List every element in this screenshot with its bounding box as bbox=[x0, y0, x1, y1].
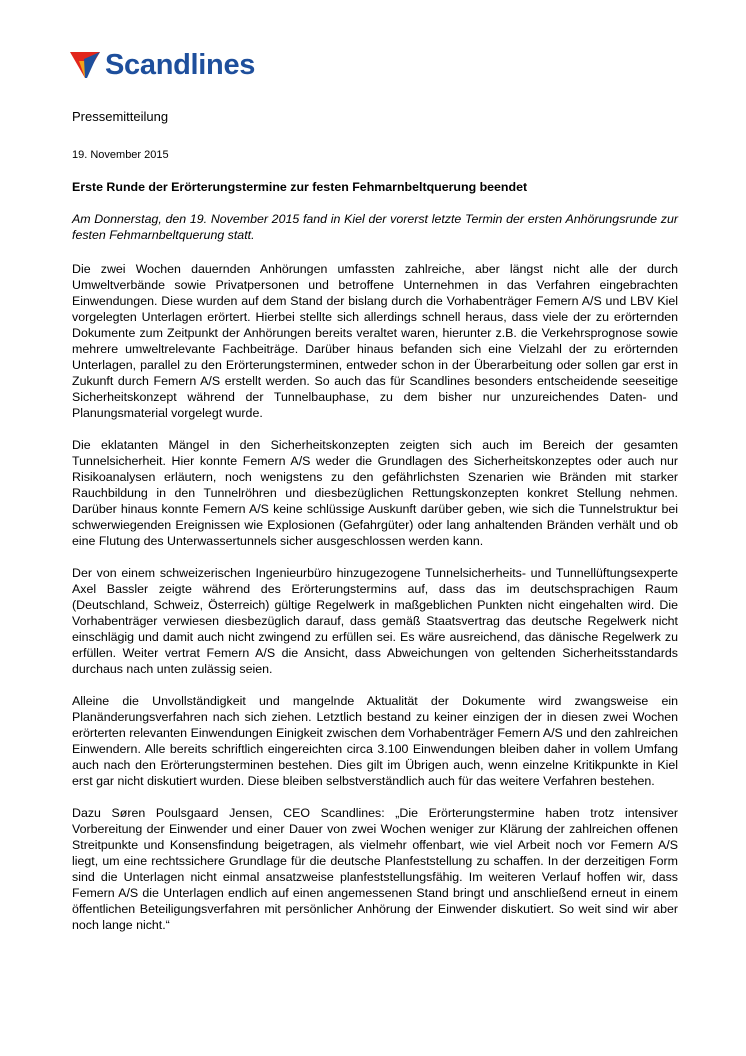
scandlines-v-icon bbox=[70, 50, 100, 80]
scandlines-logo bbox=[70, 48, 255, 82]
body-paragraph: Die zwei Wochen dauernden Anhörungen umfassten zahlreiche, aber längst nicht alle der durch Umweltverbände sowie Privatpersonen und betroffene Unternehmen in das Verfahren eingebrachten Einwendungen. Diese wurden auf dem Stand der bislang durch die Vorhabenträger Femern A/S und LBV Kiel vorgelegten Unterlagen erörtert. Hierbei stellte sich allerdings schnell heraus, dass viele der zu erörternden Dokumente zum Zeitpunkt der Anhörungen bereits veraltet waren, hierunter z.B. die Verkehrsprognose sowie mehrere umweltrelevante Fachbeiträge. Darüber hinaus befanden sich eine Vielzahl der zu erörternden Unterlagen, parallel zu den Erörterungsterminen, entweder schon in der Überarbeitung oder sollen gar erst in Zukunft durch Femern A/S erstellt werden. So auch das für Scandlines besonders entscheidende seeseitige Sicherheitskonzept während der Tunnelbauphase, zu dem bisher nur unzureichendes Daten- und Planungsmaterial vorgelegt wurde. bbox=[72, 262, 678, 420]
body-paragraph: Die eklatanten Mängel in den Sicherheitskonzepten zeigten sich auch im Bereich der gesamten Tunnelsicherheit. Hier konnte Femern A/S weder die Grundlagen des Sicherheitskonzeptes oder auch nur Risikoanalysen erläutern, noch wenigstens zu den gefährlichsten Szenarien wie Bränden mit starker Rauchbildung in den Tunnelröhren und diesbezüglichen Rettungskonzepten konkret Stellung nehmen. Darüber hinaus konnte Femern A/S keine schlüssige Auskunft darüber geben, wie sich die Tunnelstruktur bei schwerwiegenden Ereignissen wie Explosionen (Gefahrgüter) oder lang anhaltenden Bränden verhält und ob eine Flutung des Unterwassertunnels sicher ausgeschlossen werden kann. bbox=[72, 438, 678, 548]
body-paragraph: Alleine die Unvollständigkeit und mangelnde Aktualität der Dokumente wird zwangsweise ein Planänderungsverfahren nach sich ziehen. Letztlich bestand zu keiner einzigen der in diesen zwei Wochen erörterten relevanten Einwendungen Einigkeit zwischen dem Vorhabenträger Femern A/S und den zahlreichen Einwendern. Alle bereits schriftlich eingereichten circa 3.100 Einwendungen bleiben daher in vollem Umfang auch nach den Erörterungsterminen bestehen. Dies gilt im Übrigen auch, wenn einzelne Kritikpunkte in Kiel erst gar nicht diskutiert wurden. Diese bleiben selbstverständlich auch für das weitere Verfahren bestehen. bbox=[72, 694, 678, 788]
document-label: Pressemitteilung bbox=[72, 109, 169, 124]
document-date: 19. November 2015 bbox=[72, 149, 169, 161]
document-headline: Erste Runde der Erörterungstermine zur festen Fehmarnbeltquerung beendet bbox=[72, 180, 528, 194]
logo-wordmark: Scandlines bbox=[105, 49, 256, 81]
body-paragraph: Der von einem schweizerischen Ingenieurbüro hinzugezogene Tunnelsicherheits- und Tunnellüftungsexperte Axel Bassler zeigte während des Erörterungstermins auf, dass das im deutschsprachigen Raum (Deutschland, Schweiz, Österreich) gültige Regelwerk in maßgeblichen Punkten nicht eingehalten wird. Die Vorhabenträger verwiesen diesbezüglich darauf, dass gemäß Staatsvertrag das deutsche Regelwerk nicht einschlägig und damit auch nicht zwingend zu erfüllen sei. Es wäre ausreichend, das dänische Regelwerk zu erfüllen. Weiter vertrat Femern A/S die Ansicht, dass Abweichungen von geltenden Sicherheitsstandards durchaus nach unten zulässig seien. bbox=[72, 566, 678, 676]
body-paragraph: Dazu Søren Poulsgaard Jensen, CEO Scandlines: „Die Erörterungstermine haben trotz intensiver Vorbereitung der Einwender und einer Dauer von zwei Wochen weniger zur Klärung der zahlreichen offenen Streitpunkte und Konsensfindung beigetragen, als vielmehr offenbart, wie viel Arbeit noch vor Femern A/S liegt, um eine rechtssichere Grundlage für die deutsche Planfeststellung zu schaffen. In der derzeitigen Form sind die Unterlagen nicht einmal ansatzweise planfeststellungsfähig. Im weiteren Verlauf hoffen wir, dass Femern A/S die Unterlagen endlich auf einen angemessenen Stand bringt und anschließend erneut in einem öffentlichen Beteiligungsverfahren mit persönlicher Anhörung der Einwender diskutiert. So weit sind wir aber noch lange nicht.“ bbox=[72, 806, 678, 932]
document-body bbox=[72, 261, 678, 949]
document-lead: Am Donnerstag, den 19. November 2015 fand in Kiel der vorerst letzte Termin der ersten Anhörungsrunde zur festen Fehmarnbeltquerung statt. bbox=[72, 212, 678, 242]
